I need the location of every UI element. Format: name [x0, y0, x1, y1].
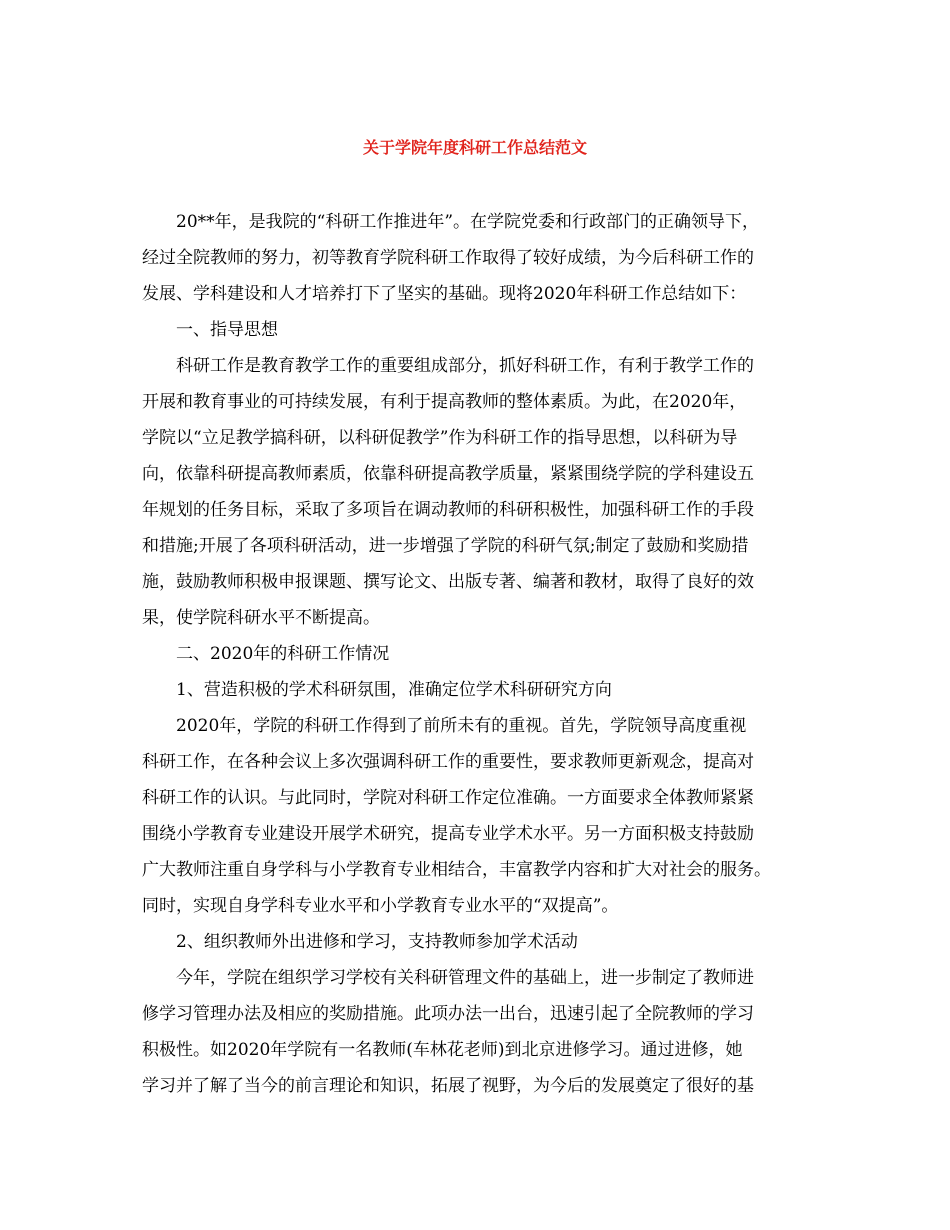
paragraph-line: 学院以“立足教学搞科研，以科研促教学”作为科研工作的指导思想，以科研为导: [142, 428, 738, 448]
paragraph-line: 积极性。如2020年学院有一名教师(车林花老师)到北京进修学习。通过进修，她: [142, 1040, 743, 1060]
section-heading: 一、指导思想: [176, 320, 278, 340]
paragraph-line: 和措施;开展了各项科研活动，进一步增强了学院的科研气氛;制定了鼓励和奖励措: [142, 536, 749, 556]
paragraph-line: 果，使学院科研水平不断提高。: [142, 608, 380, 628]
paragraph-line: 发展、学科建设和人才培养打下了坚实的基础。现将2020年科研工作总结如下：: [142, 284, 747, 304]
paragraph-line: 科研工作的认识。与此同时，学院对科研工作定位准确。一方面要求全体教师紧紧: [142, 788, 754, 808]
document-title: 关于学院年度科研工作总结范文: [362, 138, 587, 157]
paragraph-line: 向，依靠科研提高教师素质，依靠科研提高教学质量，紧紧围绕学院的学科建设五: [142, 464, 754, 484]
section-heading: 二、2020年的科研工作情况: [176, 644, 390, 664]
paragraph-line: 开展和教育事业的可持续发展，有利于提高教师的整体素质。为此，在2020年，: [142, 392, 747, 412]
paragraph-line: 施，鼓励教师积极申报课题、撰写论文、出版专著、编著和教材，取得了良好的效: [142, 572, 754, 592]
paragraph-line: 学习并了解了当今的前言理论和知识，拓展了视野，为今后的发展奠定了很好的基: [142, 1076, 754, 1096]
paragraph-line: 广大教师注重自身学科与小学教育专业相结合，丰富教学内容和扩大对社会的服务。: [142, 860, 771, 880]
paragraph-line: 年规划的任务目标，采取了多项旨在调动教师的科研积极性，加强科研工作的手段: [142, 500, 754, 520]
paragraph-line: 同时，实现自身学科专业水平和小学教育专业水平的“双提高”。: [142, 896, 619, 916]
paragraph-line: 科研工作，在各种会议上多次强调科研工作的重要性，要求教师更新观念，提高对: [142, 752, 754, 772]
paragraph-line: 2020年，学院的科研工作得到了前所未有的重视。首先，学院领导高度重视: [176, 716, 747, 736]
document-body: [142, 204, 822, 1104]
paragraph-line: 今年，学院在组织学习学校有关科研管理文件的基础上，进一步制定了教师进: [176, 968, 754, 988]
subsection-heading: 2、组织教师外出进修和学习，支持教师参加学术活动: [176, 932, 578, 952]
paragraph-line: 修学习管理办法及相应的奖励措施。此项办法一出台，迅速引起了全院教师的学习: [142, 1004, 754, 1024]
paragraph-line: 科研工作是教育教学工作的重要组成部分，抓好科研工作，有利于教学工作的: [176, 356, 754, 376]
subsection-heading: 1、营造积极的学术科研氛围，准确定位学术科研研究方向: [176, 680, 612, 700]
paragraph-line: 围绕小学教育专业建设开展学术研究，提高专业学术水平。另一方面积极支持鼓励: [142, 824, 754, 844]
paragraph-line: 20**年，是我院的“科研工作推进年”。在学院党委和行政部门的正确领导下，: [176, 212, 760, 232]
paragraph-line: 经过全院教师的努力，初等教育学院科研工作取得了较好成绩，为今后科研工作的: [142, 248, 754, 268]
